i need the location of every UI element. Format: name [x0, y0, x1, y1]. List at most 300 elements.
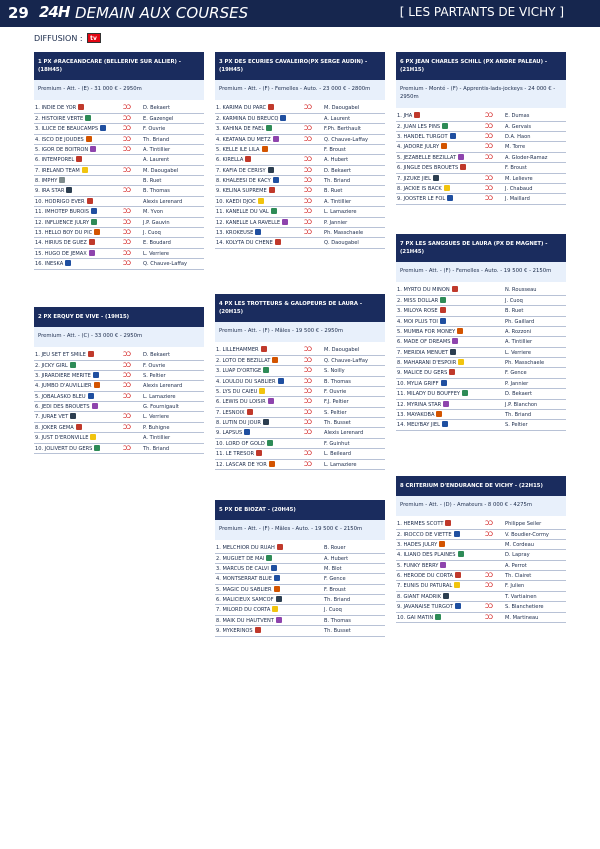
runner-name-wrap	[397, 306, 446, 316]
shoeing-icon: ƆƆ	[304, 387, 312, 395]
jockey-name: A. Hubert	[324, 157, 349, 164]
shoeing-icon: ƆƆ	[123, 444, 131, 452]
runner-name: 7. JURAE VET	[35, 414, 69, 421]
jockey-name: Alexis Lerenard	[324, 430, 364, 437]
tv-channel-icon: tv	[87, 33, 101, 43]
jockey-silk-icon	[439, 541, 445, 547]
runner-name-wrap	[216, 574, 280, 584]
runner-name-wrap	[216, 345, 267, 355]
runner-name-wrap	[35, 259, 71, 269]
shoeing-icon: ƆƆ	[304, 187, 312, 195]
runner-row	[215, 135, 385, 145]
runner-name: 4. ILIANO DES PLAINES	[397, 552, 456, 559]
jockey-silk-icon	[245, 156, 251, 162]
runner-name: 10. KAEDI DJOC	[216, 198, 256, 205]
runner-row	[215, 397, 385, 407]
shoeing-icon: ƆƆ	[485, 530, 493, 538]
jockey-name: M. Daougabel	[324, 105, 360, 112]
jockey-name: N. Rousseau	[505, 287, 537, 294]
jockey-silk-icon	[86, 136, 92, 142]
jockey-silk-icon	[259, 388, 265, 394]
runner-name-wrap	[35, 218, 97, 228]
jockey-silk-icon	[94, 382, 100, 388]
jockey-name: D. Bekaert	[143, 105, 170, 112]
runner-row	[34, 228, 204, 238]
jockey-silk-icon	[460, 164, 466, 170]
runner-name-wrap	[35, 124, 106, 134]
jockey-silk-icon	[90, 146, 96, 152]
shoeing-icon: ƆƆ	[123, 423, 131, 431]
jockey-name: M. Blot	[324, 565, 342, 572]
runner-row	[215, 176, 385, 186]
jockey-silk-icon	[100, 125, 106, 131]
runner-row	[215, 449, 385, 459]
runner-row	[215, 574, 385, 584]
runner-name-wrap	[397, 348, 456, 358]
jockey-name: D.A. Haon	[505, 134, 531, 141]
jockey-name: L. Lamaziere	[143, 393, 176, 400]
jockey-name: S. Peltier	[505, 422, 528, 429]
jockey-name: B. Thomas	[143, 188, 170, 195]
runner-name: 5. LYS DU CAIEU	[216, 388, 258, 395]
runner-name-wrap	[35, 155, 82, 165]
runner-name: 6. JEDI DES BROUETS	[35, 404, 90, 411]
runner-name-wrap	[216, 207, 277, 217]
runner-name: 1. JHA	[397, 113, 413, 120]
jockey-name: Th. Briand	[324, 597, 351, 604]
jockey-silk-icon	[263, 419, 269, 425]
runner-name: 4. LOULOU DU SABLIER	[216, 378, 276, 385]
runner-name-wrap	[35, 361, 76, 371]
jockey-silk-icon	[441, 143, 447, 149]
runner-name: 11. MILADY DU BOUFFEY	[397, 391, 461, 398]
jockey-name: M. Martineau	[505, 614, 539, 621]
jockey-name: B. Rouer	[324, 545, 346, 552]
runner-row	[34, 350, 204, 360]
jockey-name: D. Bekaert	[143, 352, 170, 359]
jockey-silk-icon	[457, 328, 463, 334]
shoeing-icon: ƆƆ	[123, 208, 131, 216]
jockey-silk-icon	[450, 133, 456, 139]
runner-row	[34, 124, 204, 134]
runner-name: 4. JADORE JULRY	[397, 144, 440, 151]
runner-name-wrap	[35, 350, 94, 360]
runner-name: 6. INTEMPOREL	[35, 157, 75, 164]
runner-name-wrap	[216, 228, 261, 238]
runner-row	[396, 420, 566, 430]
jockey-name: Ph. Masschaele	[505, 360, 545, 367]
runner-name-wrap	[397, 317, 446, 327]
runner-row	[396, 337, 566, 347]
runner-name: 14. KOLYTA DU CHENE	[216, 240, 273, 247]
runner-row	[215, 428, 385, 438]
jockey-name: F. Gence	[324, 576, 346, 583]
race-title: 2 PX ERQUY DE VIVE - (19H15)	[34, 307, 204, 327]
race-title: 7 PX LES SANGSUES DE LAURA (PX DE MAGNET) - (21H45)	[396, 234, 566, 262]
jockey-silk-icon	[93, 372, 99, 378]
shoeing-icon: ƆƆ	[485, 112, 493, 120]
runner-row	[215, 186, 385, 196]
runner-name: 15. HUGO DE JEMAX	[35, 250, 87, 257]
runner-name-wrap	[397, 142, 447, 152]
jockey-name: Q. Chauve-Laffay	[324, 136, 368, 143]
shoeing-icon: ƆƆ	[123, 114, 131, 122]
runner-name: 11. IMHOTEP BUROIS	[35, 209, 89, 216]
race-2	[34, 307, 204, 454]
runner-name: 2. LOTO DE BEZILLAT	[216, 357, 271, 364]
runner-name-wrap	[216, 626, 261, 636]
runner-name: 8. MAIK DU HAUTVENT	[216, 617, 274, 624]
runner-name: 12. LASCAR DE YOR	[216, 461, 267, 468]
runner-name-wrap	[397, 358, 464, 368]
runner-name-wrap	[216, 397, 274, 407]
shoeing-icon: ƆƆ	[123, 166, 131, 174]
shoeing-icon: ƆƆ	[304, 460, 312, 468]
jockey-silk-icon	[255, 627, 261, 633]
jockey-name: M. Lelievre	[505, 175, 533, 182]
jockey-name: Q. Chauve-Laffay	[324, 357, 368, 364]
shoeing-icon: ƆƆ	[485, 520, 493, 528]
runner-name-wrap	[216, 585, 280, 595]
shoeing-icon: ƆƆ	[123, 229, 131, 237]
jockey-name: D. Lapray	[505, 552, 530, 559]
runner-name-wrap	[216, 554, 272, 564]
runner-row	[396, 122, 566, 132]
race-conditions: Premium - Att. - (F) - Femelles - Auto. - 23 000 € - 2800m	[215, 80, 385, 100]
runner-name: 10. MYLIA GRIFF	[397, 380, 439, 387]
runner-row	[215, 585, 385, 595]
jockey-silk-icon	[443, 401, 449, 407]
runner-list	[215, 543, 385, 637]
jockey-silk-icon	[88, 351, 94, 357]
jockey-name: F. Julien	[505, 583, 525, 590]
jockey-name: E. Dumas	[505, 113, 530, 120]
shoeing-icon: ƆƆ	[485, 603, 493, 611]
runner-name: 3. ILUCE DE BEAUCAMPS	[35, 126, 99, 133]
page-header	[0, 0, 600, 27]
runner-name: 9. MALICE DU GERS	[397, 370, 448, 377]
shoeing-icon: ƆƆ	[485, 122, 493, 130]
runner-name-wrap	[216, 124, 272, 134]
runner-name: 1. INDIE DE YOR	[35, 105, 77, 112]
jockey-name: J.P. Blanchon	[505, 401, 538, 408]
runner-row	[396, 153, 566, 163]
jockey-silk-icon	[70, 362, 76, 368]
jockey-name: J. Chabaud	[505, 186, 533, 193]
runner-name: 6. HERODE DU CORTA	[397, 573, 454, 580]
runner-name: 3. LUAP D'ORTIGE	[216, 368, 262, 375]
runner-list	[34, 350, 204, 454]
runner-row	[34, 433, 204, 443]
runner-name-wrap	[216, 377, 284, 387]
jockey-silk-icon	[94, 229, 100, 235]
runner-name-wrap	[397, 613, 441, 623]
jockey-silk-icon	[266, 555, 272, 561]
runner-row	[396, 368, 566, 378]
runner-name: 6. MADE OF DREAMS	[397, 339, 451, 346]
runner-row	[396, 613, 566, 623]
jockey-name: M. Torre	[505, 144, 526, 151]
runner-row	[215, 543, 385, 553]
jockey-name: B. Thomas	[324, 378, 351, 385]
jockey-name: F.Ph. Berthault	[324, 126, 361, 133]
runner-name-wrap	[216, 366, 269, 376]
runner-name: 7. LESNOIX	[216, 409, 245, 416]
runner-name-wrap	[397, 296, 446, 306]
runner-name: 14. MELYBAY JIEL	[397, 422, 440, 429]
jockey-silk-icon	[261, 346, 267, 352]
runner-name: 9. IRA STAR	[35, 188, 65, 195]
jockey-name: F.J. Peltier	[324, 399, 349, 406]
runner-row	[396, 550, 566, 560]
jockey-silk-icon	[274, 586, 280, 592]
runner-row	[396, 358, 566, 368]
diffusion	[34, 33, 101, 43]
jockey-silk-icon	[256, 450, 262, 456]
runner-row	[215, 345, 385, 355]
jockey-name: Alexis Lerenard	[143, 198, 183, 205]
runner-row	[396, 306, 566, 316]
runner-row	[215, 238, 385, 248]
runner-row	[215, 626, 385, 636]
shoeing-icon: ƆƆ	[123, 239, 131, 247]
jockey-silk-icon	[89, 239, 95, 245]
runner-name-wrap	[216, 103, 274, 113]
runner-name-wrap	[216, 460, 275, 470]
runner-name-wrap	[216, 356, 278, 366]
runner-name-wrap	[397, 571, 461, 581]
runner-row	[215, 218, 385, 228]
runner-row	[34, 361, 204, 371]
runner-row	[215, 197, 385, 207]
jockey-name: Ph. Gaillard	[505, 318, 535, 325]
runner-name-wrap	[216, 616, 282, 626]
jockey-name: B. Ruet	[324, 188, 343, 195]
runner-name-wrap	[397, 153, 464, 163]
runner-name-wrap	[35, 444, 100, 454]
jockey-silk-icon	[440, 562, 446, 568]
runner-row	[215, 616, 385, 626]
runner-name-wrap	[397, 327, 463, 337]
race-title: 1 PX #RACEANDCARE (BELLERIVE SUR ALLIER) - (18H45)	[34, 52, 204, 80]
jockey-silk-icon	[268, 398, 274, 404]
runner-name-wrap	[216, 166, 274, 176]
jockey-silk-icon	[271, 565, 277, 571]
page-title: DEMAIN AUX COURSES	[75, 4, 249, 22]
runner-name-wrap	[397, 174, 439, 184]
jockey-silk-icon	[267, 440, 273, 446]
jockey-name: S. Peltier	[143, 372, 166, 379]
runner-list	[215, 103, 385, 248]
runner-name: 12. INFLUENCE JULRY	[35, 219, 90, 226]
runner-row	[215, 377, 385, 387]
jockey-silk-icon	[76, 424, 82, 430]
jockey-silk-icon	[280, 115, 286, 121]
jockey-silk-icon	[440, 307, 446, 313]
jockey-silk-icon	[282, 219, 288, 225]
runner-row	[396, 571, 566, 581]
jockey-silk-icon	[277, 544, 283, 550]
jockey-name: M. Cordeau	[505, 541, 535, 548]
jockey-silk-icon	[458, 154, 464, 160]
runner-list	[215, 345, 385, 470]
runner-row	[396, 348, 566, 358]
runner-name: 7. IRELAND TEAM	[35, 167, 80, 174]
jockey-name: F. Broust	[324, 586, 346, 593]
runner-row	[396, 540, 566, 550]
runner-name-wrap	[216, 408, 253, 418]
runner-name-wrap	[397, 285, 458, 295]
runner-row	[396, 519, 566, 529]
runner-name-wrap	[35, 238, 95, 248]
runner-name-wrap	[216, 155, 251, 165]
runner-row	[215, 554, 385, 564]
runner-name: 5. JOBALASKO BLEU	[35, 393, 86, 400]
runner-name: 7. MERIDIA MENUET	[397, 349, 449, 356]
runner-row	[215, 114, 385, 124]
shoeing-icon: ƆƆ	[123, 392, 131, 400]
runner-row	[34, 259, 204, 269]
jockey-name: Q. Chauve-Laffay	[143, 261, 187, 268]
runner-row	[34, 402, 204, 412]
runner-row	[215, 366, 385, 376]
jockey-silk-icon	[272, 357, 278, 363]
runner-name: 8. KHALEESI DE KACY	[216, 178, 271, 185]
runner-name-wrap	[35, 249, 95, 259]
runner-name: 10. GAI MATIN	[397, 614, 434, 621]
jockey-silk-icon	[70, 413, 76, 419]
jockey-name: F. Guinhut	[324, 440, 350, 447]
runner-name: 5. IGOR DE BOITRON	[35, 146, 89, 153]
runner-row	[396, 581, 566, 591]
jockey-silk-icon	[278, 378, 284, 384]
jockey-silk-icon	[247, 409, 253, 415]
runner-row	[396, 561, 566, 571]
runner-name-wrap	[397, 111, 420, 121]
runner-row	[396, 602, 566, 612]
runner-row	[34, 103, 204, 113]
runner-name: 2. MISS DOLLAR	[397, 297, 439, 304]
runner-row	[215, 124, 385, 134]
runner-row	[215, 418, 385, 428]
runner-name: 9. KELINA SUPREME	[216, 188, 267, 195]
runner-name: 13. KROKEUSE	[216, 230, 254, 237]
runner-row	[396, 379, 566, 389]
runner-row	[215, 605, 385, 615]
runner-row	[396, 327, 566, 337]
race-title: 4 PX LES TROTTEURS & GALOPEURS DE LAURA - (20H15)	[215, 294, 385, 322]
race-title: 6 PX JEAN CHARLES SCHILL (PX ANDRE PALEAU) - (21H15)	[396, 52, 566, 80]
runner-row	[396, 410, 566, 420]
runner-row	[215, 439, 385, 449]
runner-name-wrap	[216, 543, 283, 553]
race-3	[215, 52, 385, 249]
jockey-silk-icon	[91, 219, 97, 225]
shoeing-icon: ƆƆ	[304, 429, 312, 437]
runner-row	[215, 207, 385, 217]
runner-name: 4. JUMBO D'AUVILLIER	[35, 383, 92, 390]
runner-name: 1. MYRTO DU MINON	[397, 287, 450, 294]
runner-name: 8. LUTIN DU JOUR	[216, 420, 261, 427]
shoeing-icon: ƆƆ	[304, 346, 312, 354]
runner-row	[396, 296, 566, 306]
runner-name: 4. KEATANA DU METZ	[216, 136, 271, 143]
runner-row	[34, 412, 204, 422]
jockey-silk-icon	[274, 575, 280, 581]
runner-name: 6. LEWIS DU LOISIR	[216, 399, 266, 406]
jockey-name: A. Laurent	[143, 157, 170, 164]
runner-name-wrap	[216, 428, 250, 438]
runner-row	[34, 444, 204, 454]
runner-name-wrap	[216, 418, 269, 428]
runner-name-wrap	[216, 605, 278, 615]
runner-name-wrap	[35, 371, 99, 381]
jockey-name: L. Lamaziere	[324, 209, 357, 216]
jockey-name: S. Blanchetiere	[505, 604, 544, 611]
jockey-name: F. Ouvrie	[324, 388, 347, 395]
jockey-silk-icon	[275, 239, 281, 245]
runner-row	[396, 317, 566, 327]
jockey-name: A. Perrot	[505, 562, 527, 569]
runner-name: 3. MARCUS DE CALVI	[216, 565, 269, 572]
jockey-name: B. Ruet	[143, 178, 162, 185]
race-conditions: Premium - Att. - (F) - Mâles - Auto. - 19 500 € - 2150m	[215, 520, 385, 540]
shoeing-icon: ƆƆ	[304, 398, 312, 406]
runner-row	[34, 423, 204, 433]
runner-row	[396, 111, 566, 121]
runner-row	[34, 155, 204, 165]
jockey-silk-icon	[88, 393, 94, 399]
jockey-silk-icon	[82, 167, 88, 173]
jockey-silk-icon	[65, 260, 71, 266]
runner-name: 4. MONTSERRAT BLUE	[216, 576, 272, 583]
jockey-name: D. Bekaert	[324, 167, 351, 174]
shoeing-icon: ƆƆ	[304, 177, 312, 185]
runner-row	[396, 530, 566, 540]
runner-row	[396, 184, 566, 194]
jockey-name: A. Rozzoni	[505, 328, 532, 335]
brand-logo: 24H	[39, 3, 70, 21]
runner-name: 3. MILOYA ROSE	[397, 308, 438, 315]
runner-name: 1. KARIMA DU PARC	[216, 105, 267, 112]
jockey-silk-icon	[92, 403, 98, 409]
shoeing-icon: ƆƆ	[123, 260, 131, 268]
runner-name-wrap	[397, 550, 464, 560]
runner-name-wrap	[216, 218, 288, 228]
jockey-name: E. Boudard	[143, 240, 171, 247]
runner-row	[396, 174, 566, 184]
runner-name: 3. KAHINA DE FAEL	[216, 126, 265, 133]
jockey-silk-icon	[452, 338, 458, 344]
jockey-name: Th. Briand	[505, 412, 532, 419]
runner-name-wrap	[397, 410, 442, 420]
runner-name: 8. JOKER GEMA	[35, 424, 74, 431]
runner-list	[396, 519, 566, 623]
jockey-silk-icon	[268, 167, 274, 173]
jockey-name: A. Hubert	[324, 555, 349, 562]
jockey-silk-icon	[442, 421, 448, 427]
runner-name: 10. JOLIVERT DU GERS	[35, 445, 93, 452]
jockey-name: D. Bekaert	[505, 391, 532, 398]
runner-name: 5. FUNKY BERRY	[397, 562, 439, 569]
runner-name: 6. MALICIEUX SAMCOF	[216, 597, 274, 604]
jockey-name: M. Daougabel	[324, 347, 360, 354]
jockey-name: M. Daougabel	[143, 167, 179, 174]
race-8	[396, 476, 566, 623]
runner-name-wrap	[35, 207, 97, 217]
jockey-name: M. Yvon	[143, 209, 164, 216]
runner-name-wrap	[216, 238, 281, 248]
